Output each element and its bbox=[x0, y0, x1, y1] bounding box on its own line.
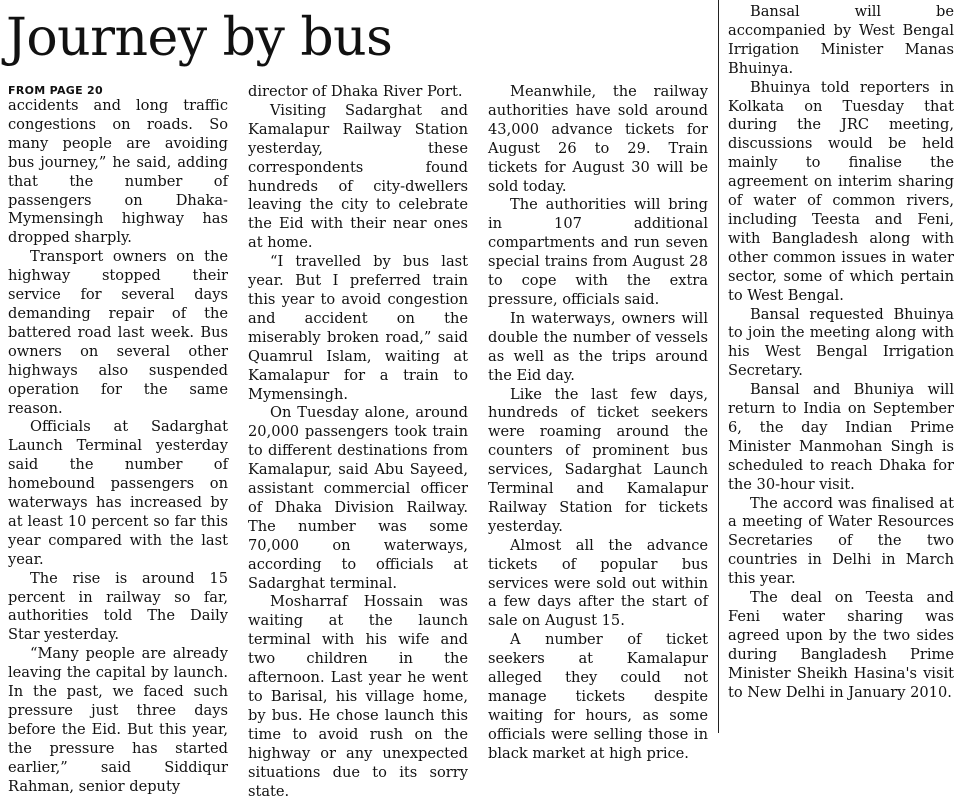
paragraph: Like the last few days, hundreds of ticket seekers were roaming around the counters of prominent bus services, Sadarghat Launch Terminal and Kamalapur Railway Station for tickets yesterday. bbox=[488, 385, 708, 535]
paragraph: Visiting Sadarghat and Kamalapur Railway Station yesterday, these correspondents found hundreds of city-dwellers leaving the city to celebrate the Eid with their near ones at home. bbox=[248, 101, 468, 252]
paragraph: On Tuesday alone, around 20,000 passengers took train to different destinations from Kamalapur, said Abu Sayeed, assistant commercial officer of Dhaka Division Railway. The number was some 70,000 on waterways, according to officials at Sadarghat terminal. bbox=[248, 404, 468, 592]
paragraph: Officials at Sadarghat Launch Terminal yesterday said the number of homebound passengers on waterways has increased by at least 10 percent so far this year compared with the last year. bbox=[8, 418, 228, 568]
headline: Journey by bus bbox=[6, 8, 393, 68]
continuation-kicker: FROM PAGE 20 bbox=[8, 84, 103, 97]
paragraph: “I travelled by bus last year. But I preferred train this year to avoid congestion and accident on the miserably broken road,” said Quamrul Islam, waiting at Kamalapur for a train to Mymensingh. bbox=[248, 253, 468, 403]
paragraph: The rise is around 15 percent in railway so far, authorities told The Daily Star yesterday. bbox=[8, 569, 228, 644]
paragraph: The deal on Teesta and Feni water sharing was agreed upon by the two sides during Bangladesh Prime Minister Sheikh Hasina's visit to New Delhi in January 2010. bbox=[728, 589, 954, 701]
paragraph: accidents and long traffic congestions on roads. So many people are avoiding bus journey,” he said, adding that the number of passengers on Dhaka-Mymensingh highway has dropped sharply. bbox=[8, 97, 228, 247]
paragraph: Bhuinya told reporters in Kolkata on Tuesday that during the JRC meeting, discussions would be held mainly to finalise the agreement on interim sharing of water of common rivers, including Teesta and Feni, with Bangladesh along with other common issues in water sector, some of which pertain to West Bengal. bbox=[728, 78, 954, 304]
paragraph: Almost all the advance tickets of popular bus services were sold out within a few days after the start of sale on August 15. bbox=[488, 536, 708, 630]
article-column-1 bbox=[8, 84, 228, 795]
paragraph: Bansal will be accompanied by West Bengal Irrigation Minister Manas Bhuinya. bbox=[728, 3, 954, 77]
article-column-2 bbox=[248, 83, 468, 800]
paragraph: The authorities will bring in 107 additional compartments and run seven special trains from August 28 to cope with the extra pressure, officials said. bbox=[488, 196, 708, 308]
article-column-4 bbox=[728, 3, 954, 733]
paragraph: Bansal and Bhuniya will return to India on September 6, the day Indian Prime Minister Manmohan Singh is scheduled to reach Dhaka for the 30-hour visit. bbox=[728, 381, 954, 493]
article-column-3 bbox=[488, 83, 708, 762]
column-divider bbox=[718, 0, 719, 733]
paragraph: “Many people are already leaving the capital by launch. In the past, we faced such pressure just three days before the Eid. But this year, the pressure has started earlier,” said Siddiqur Rahman, senior deputy bbox=[8, 645, 228, 795]
paragraph: In waterways, owners will double the number of vessels as well as the trips around the Eid day. bbox=[488, 309, 708, 384]
paragraph: The accord was finalised at a meeting of Water Resources Secretaries of the two countries in Delhi in March this year. bbox=[728, 494, 954, 588]
paragraph: Bansal requested Bhuinya to join the meeting along with his West Bengal Irrigation Secretary. bbox=[728, 305, 954, 380]
paragraph: Meanwhile, the railway authorities have sold around 43,000 advance tickets for August 26 to 29. Train tickets for August 30 will be sold today. bbox=[488, 83, 708, 195]
paragraph: A number of ticket seekers at Kamalapur alleged they could not manage tickets despite waiting for hours, as some officials were selling those in black market at high price. bbox=[488, 631, 708, 762]
paragraph: Transport owners on the highway stopped their service for several days demanding repair of the battered road last week. Bus owners on several other highways also suspended operation for the same reason. bbox=[8, 248, 228, 417]
paragraph: director of Dhaka River Port. bbox=[248, 83, 463, 100]
paragraph: Mosharraf Hossain was waiting at the launch terminal with his wife and two children in the afternoon. Last year he went to Barisal, his village home, by bus. He chose launch this time to avoid rush on the highway or any unexpected situations due to its sorry state. bbox=[248, 593, 468, 800]
